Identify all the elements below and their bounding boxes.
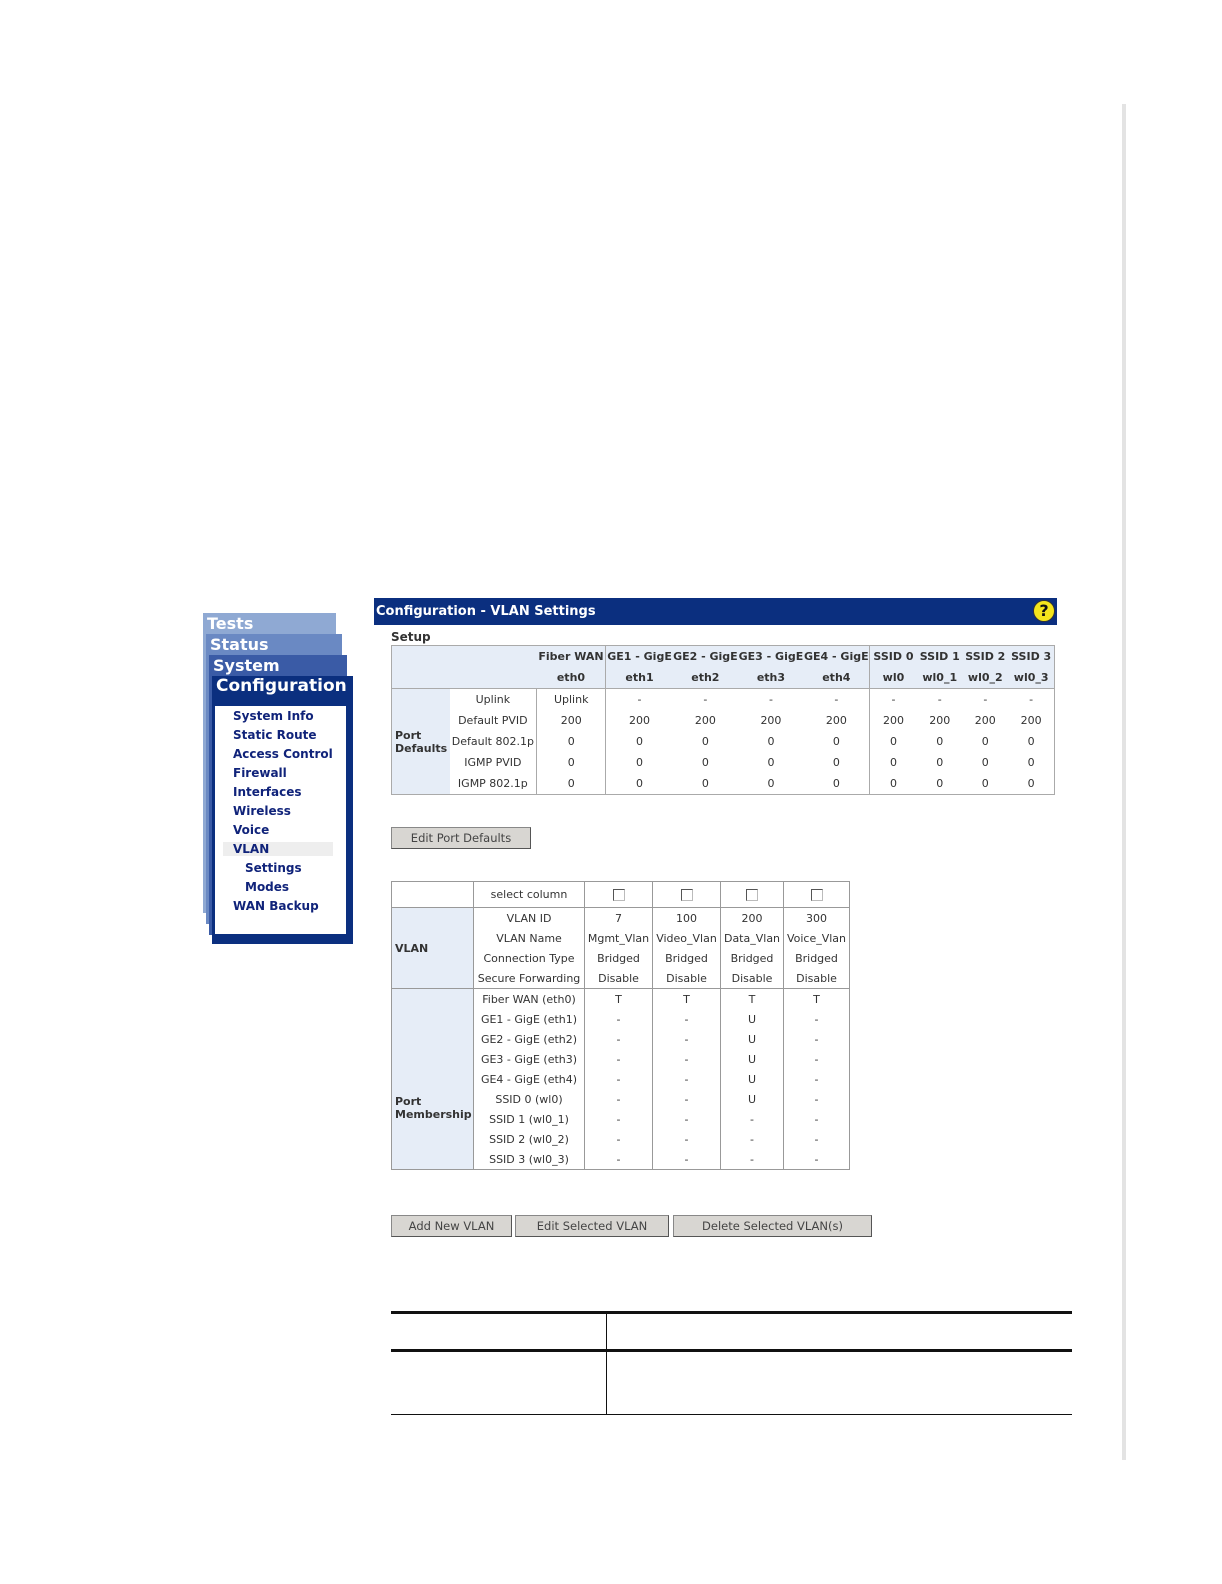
- table-cell: -: [653, 1049, 721, 1069]
- table-cell: Bridged: [721, 948, 784, 968]
- table-cell: 0: [832, 735, 840, 748]
- table-cell: -: [585, 1149, 653, 1170]
- row-label: GE1 - GigE (eth1): [474, 1009, 585, 1029]
- table-cell: -: [721, 1109, 784, 1129]
- table-cell: U: [721, 1029, 784, 1049]
- column-header: SSID 0: [869, 646, 917, 668]
- table-cell: -: [585, 1029, 653, 1049]
- table-cell: 0: [701, 735, 709, 748]
- doc-table-header-rule: [391, 1349, 1072, 1352]
- row-label: Default PVID: [458, 714, 528, 727]
- select-vlan-checkbox-cell: [784, 882, 850, 908]
- row-label: GE4 - GigE (eth4): [474, 1069, 585, 1089]
- column-subheader: eth2: [673, 667, 738, 689]
- table-cell: -: [784, 1109, 850, 1129]
- nav-item-access-control[interactable]: Access Control: [233, 747, 333, 761]
- column-subheader: eth4: [804, 667, 869, 689]
- row-label: SSID 2 (wl0_2): [474, 1129, 585, 1149]
- table-cell: Bridged: [585, 948, 653, 968]
- table-cell: 0: [1027, 777, 1035, 790]
- select-vlan-checkbox-cell: [721, 882, 784, 908]
- table-cell: -: [784, 1089, 850, 1109]
- port-defaults-section-label: [392, 689, 450, 795]
- table-cell: Data_Vlan: [721, 928, 784, 948]
- table-cell: -: [804, 689, 869, 711]
- table-cell: -: [585, 1069, 653, 1089]
- table-cell: 0: [981, 735, 989, 748]
- row-label: VLAN Name: [474, 928, 585, 948]
- table-cell: -: [585, 1049, 653, 1069]
- row-label: Default 802.1p: [451, 735, 534, 748]
- table-cell: 0: [701, 756, 709, 769]
- row-label: SSID 3 (wl0_3): [474, 1149, 585, 1170]
- column-header: SSID 1: [917, 646, 962, 668]
- table-cell: Voice_Vlan: [784, 928, 850, 948]
- column-header: SSID 2: [962, 646, 1008, 668]
- row-label: Uplink: [450, 689, 537, 711]
- table-cell: -: [784, 1029, 850, 1049]
- select-vlan-checkbox-cell: [585, 882, 653, 908]
- table-cell: 0: [767, 735, 775, 748]
- section-label-line1: Port: [395, 1095, 422, 1108]
- table-cell: 7: [585, 908, 653, 929]
- table-cell: Disable: [585, 968, 653, 989]
- table-cell: -: [784, 1149, 850, 1170]
- table-cell: 0: [767, 777, 775, 790]
- table-cell: 0: [869, 773, 917, 795]
- nav-item-static-route[interactable]: Static Route: [233, 728, 317, 742]
- vlan-table-corner: [392, 882, 474, 908]
- section-label-line2: Defaults: [395, 741, 448, 755]
- table-cell: 0: [701, 777, 709, 790]
- row-label: GE3 - GigE (eth3): [474, 1049, 585, 1069]
- row-label: Secure Forwarding: [474, 968, 585, 989]
- column-subheader: eth3: [738, 667, 804, 689]
- table-cell: 200: [1020, 714, 1042, 727]
- table-cell: -: [653, 1089, 721, 1109]
- table-cell: -: [721, 1149, 784, 1170]
- nav-tab-tests-label: Tests: [207, 614, 254, 633]
- table-cell: -: [653, 1029, 721, 1049]
- table-cell: 0: [832, 777, 840, 790]
- table-cell: 0: [606, 773, 673, 795]
- column-subheader: wl0: [869, 667, 917, 689]
- row-label: GE2 - GigE (eth2): [474, 1029, 585, 1049]
- table-cell: -: [653, 1069, 721, 1089]
- table-cell: -: [784, 1129, 850, 1149]
- table-cell: -: [585, 1109, 653, 1129]
- table-cell: -: [653, 1129, 721, 1149]
- nav-item-voice[interactable]: Voice: [233, 823, 270, 837]
- doc-table-top-rule: [391, 1311, 1072, 1314]
- table-cell: -: [784, 1009, 850, 1029]
- table-cell: Disable: [721, 968, 784, 989]
- doc-table-bottom-rule: [391, 1414, 1072, 1415]
- table-cell: -: [962, 689, 1008, 711]
- table-cell: Disable: [784, 968, 850, 989]
- table-cell: Video_Vlan: [653, 928, 721, 948]
- row-label: SSID 1 (wl0_1): [474, 1109, 585, 1129]
- port-defaults-corner: [392, 646, 537, 668]
- table-cell: Mgmt_Vlan: [585, 928, 653, 948]
- select-vlan-checkbox[interactable]: [746, 889, 758, 901]
- table-cell: 0: [981, 756, 989, 769]
- row-label: SSID 0 (wl0): [474, 1089, 585, 1109]
- select-vlan-checkbox[interactable]: [681, 889, 693, 901]
- column-header: SSID 3: [1008, 646, 1054, 668]
- table-cell: -: [653, 1149, 721, 1170]
- select-vlan-checkbox[interactable]: [811, 889, 823, 901]
- table-cell: -: [585, 1129, 653, 1149]
- table-cell: T: [784, 989, 850, 1010]
- select-column-label: select column: [474, 882, 585, 908]
- edit-port-defaults-button[interactable]: Edit Port Defaults: [391, 827, 531, 849]
- table-cell: -: [673, 689, 738, 711]
- nav-item-vlan[interactable]: VLAN: [233, 842, 270, 856]
- nav-item-wan-backup[interactable]: WAN Backup: [233, 899, 319, 913]
- table-cell: -: [653, 1109, 721, 1129]
- table-cell: -: [784, 1049, 850, 1069]
- table-cell: -: [869, 689, 917, 711]
- table-cell: 0: [869, 731, 917, 752]
- table-cell: 0: [537, 773, 606, 795]
- column-header: GE1 - GigE: [606, 646, 673, 668]
- select-vlan-checkbox[interactable]: [613, 889, 625, 901]
- table-cell: U: [721, 1049, 784, 1069]
- table-cell: 0: [981, 777, 989, 790]
- table-cell: 300: [784, 908, 850, 929]
- table-cell: -: [721, 1129, 784, 1149]
- nav-menu-panel: [215, 706, 346, 934]
- table-cell: 0: [936, 756, 944, 769]
- table-cell: U: [721, 1009, 784, 1029]
- table-cell: -: [585, 1089, 653, 1109]
- table-cell: -: [606, 689, 673, 711]
- vlan-table: [391, 881, 850, 1170]
- column-header: GE2 - GigE: [673, 646, 738, 668]
- setup-heading: Setup: [391, 630, 431, 644]
- table-cell: 0: [1027, 735, 1035, 748]
- table-cell: Disable: [653, 968, 721, 989]
- table-cell: 0: [606, 731, 673, 752]
- table-cell: 0: [537, 752, 606, 773]
- table-cell: 0: [1027, 756, 1035, 769]
- table-cell: 200: [760, 714, 782, 727]
- table-cell: U: [721, 1069, 784, 1089]
- column-subheader: wl0_3: [1008, 667, 1054, 689]
- row-label: IGMP PVID: [464, 756, 522, 769]
- table-cell: -: [784, 1069, 850, 1089]
- edit-selected-vlan-button[interactable]: Edit Selected VLAN: [515, 1215, 669, 1237]
- table-cell: 0: [606, 752, 673, 773]
- column-subheader: wl0_2: [962, 667, 1008, 689]
- page-margin-rule: [1122, 104, 1126, 1460]
- nav-tab-configuration-label: Configuration: [216, 676, 347, 696]
- doc-table-column-divider: [606, 1312, 607, 1415]
- table-cell: 200: [974, 714, 996, 727]
- table-cell: 200: [721, 908, 784, 929]
- nav-item-interfaces[interactable]: Interfaces: [233, 785, 302, 799]
- section-label-line1: Port: [395, 728, 422, 742]
- table-cell: -: [738, 689, 804, 711]
- table-cell: 0: [869, 752, 917, 773]
- window-titlebar: [374, 598, 1057, 625]
- select-vlan-checkbox-cell: [653, 882, 721, 908]
- table-cell: 200: [869, 710, 917, 731]
- table-cell: 200: [825, 714, 847, 727]
- table-cell: Bridged: [653, 948, 721, 968]
- table-cell: 0: [936, 735, 944, 748]
- table-cell: -: [1008, 689, 1054, 711]
- delete-selected-vlans-button[interactable]: Delete Selected VLAN(s): [673, 1215, 872, 1237]
- row-label: VLAN ID: [474, 908, 585, 929]
- column-subheader: eth1: [606, 667, 673, 689]
- nav-item-firewall[interactable]: Firewall: [233, 766, 287, 780]
- column-header: Fiber WAN: [537, 646, 606, 668]
- nav-subitem-modes[interactable]: Modes: [245, 880, 290, 894]
- row-label: Connection Type: [474, 948, 585, 968]
- table-cell: Uplink: [537, 689, 606, 711]
- nav-item-system-info[interactable]: System Info: [233, 709, 314, 723]
- column-header: GE3 - GigE: [738, 646, 804, 668]
- nav-item-wireless[interactable]: Wireless: [233, 804, 291, 818]
- row-label: IGMP 802.1p: [457, 777, 528, 790]
- table-cell: 100: [653, 908, 721, 929]
- table-cell: 200: [606, 710, 673, 731]
- table-cell: 0: [936, 777, 944, 790]
- column-subheader: wl0_1: [917, 667, 962, 689]
- table-cell: T: [721, 989, 784, 1010]
- table-cell: 0: [767, 756, 775, 769]
- table-cell: Bridged: [784, 948, 850, 968]
- column-subheader: eth0: [537, 667, 606, 689]
- table-cell: -: [917, 689, 962, 711]
- section-label-line2: Membership: [395, 1108, 472, 1121]
- nav-subitem-settings[interactable]: Settings: [245, 861, 302, 875]
- table-cell: 200: [929, 714, 951, 727]
- table-cell: 200: [694, 714, 716, 727]
- table-cell: -: [585, 1009, 653, 1029]
- window-title: Configuration - VLAN Settings: [376, 604, 596, 619]
- nav-tab-status-label: Status: [210, 635, 269, 654]
- table-cell: T: [585, 989, 653, 1010]
- table-cell: 0: [832, 756, 840, 769]
- help-icon[interactable]: ?: [1033, 600, 1055, 622]
- port-defaults-corner: [392, 667, 537, 689]
- vlan-section-label: VLAN: [392, 908, 474, 989]
- table-cell: T: [653, 989, 721, 1010]
- table-cell: U: [721, 1089, 784, 1109]
- port-defaults-table: [391, 645, 1055, 795]
- table-cell: -: [653, 1009, 721, 1029]
- nav-tab-system-label: System: [213, 656, 280, 675]
- port-membership-section-label: [392, 989, 474, 1170]
- column-header: GE4 - GigE: [804, 646, 869, 668]
- table-cell: 0: [537, 731, 606, 752]
- add-new-vlan-button[interactable]: Add New VLAN: [391, 1215, 512, 1237]
- row-label: Fiber WAN (eth0): [474, 989, 585, 1010]
- table-cell: 200: [537, 710, 606, 731]
